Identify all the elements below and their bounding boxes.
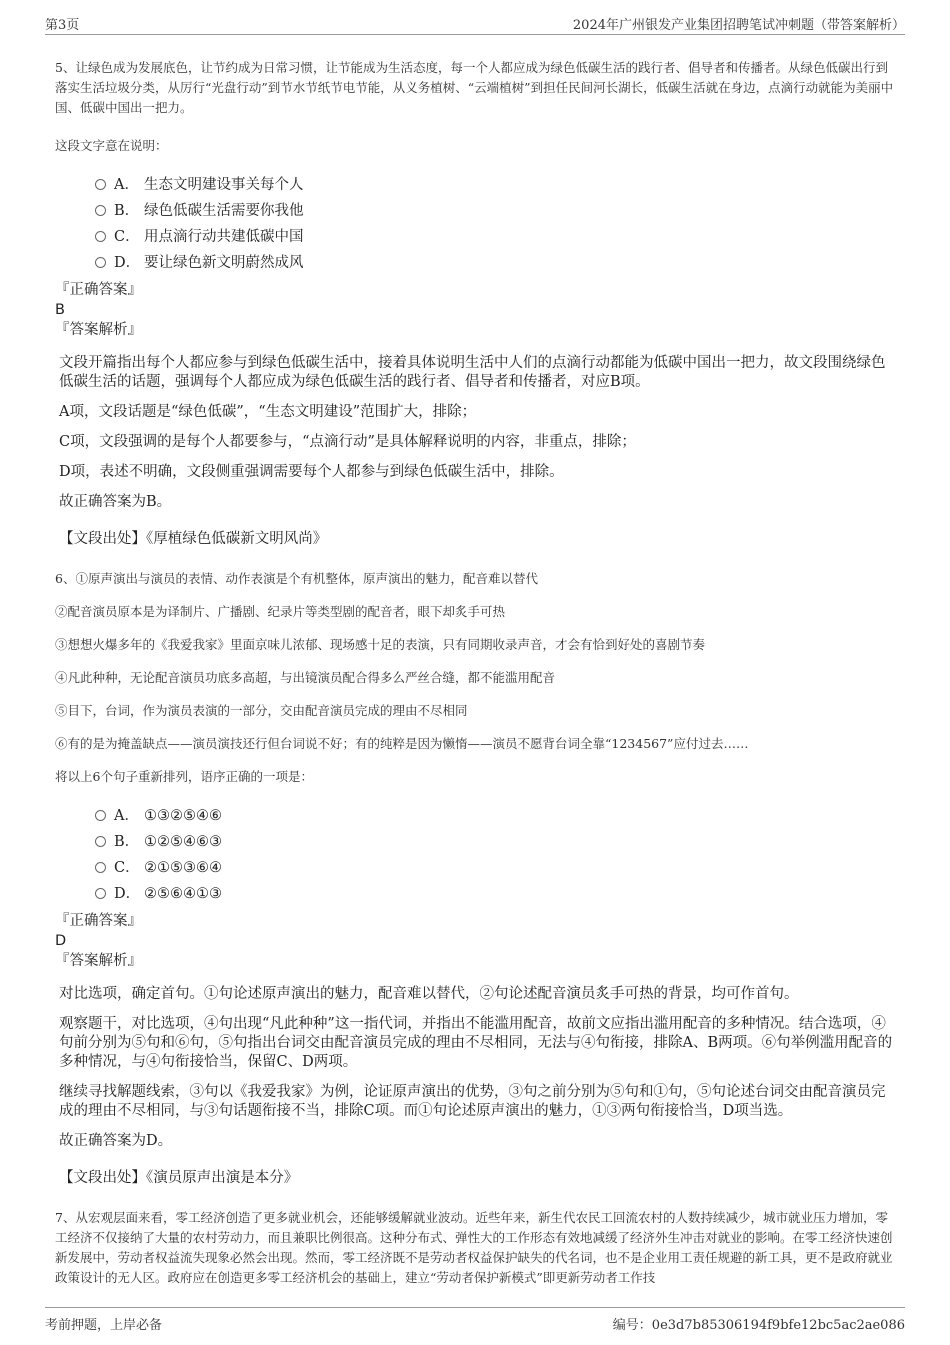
page-number: 第3页	[45, 18, 80, 33]
page-footer	[45, 1307, 905, 1336]
option-text: 绿色低碳生活需要你我他	[144, 203, 304, 219]
question-5	[55, 58, 895, 549]
source-citation: 【文段出处】《演员原声出演是本分》	[59, 1170, 299, 1186]
option-d[interactable]	[95, 250, 895, 276]
option-a[interactable]	[95, 172, 895, 198]
analysis-label: 『答案解析』	[55, 953, 142, 969]
option-text: ①③②⑤④⑥	[144, 808, 222, 824]
option-letter: C．	[114, 860, 140, 876]
option-b[interactable]	[95, 829, 895, 855]
analysis-label: 『答案解析』	[55, 322, 142, 338]
correct-answer: B	[55, 302, 65, 318]
radio-icon[interactable]	[95, 231, 106, 242]
analysis-paragraph: A项，文段话题是“绿色低碳”，“生态文明建设”范围扩大，排除；	[59, 404, 477, 420]
answer-label: 『正确答案』	[55, 913, 142, 929]
radio-icon[interactable]	[95, 810, 106, 821]
question-5-stem: 5、让绿色成为发展底色，让节约成为日常习惯，让节能成为生活态度，每一个人都应成为绿色低碳生活的践行者、倡导者和传播者。从绿色低碳出行到落实生活垃圾分类，从厉行“光盘行动”到节水节纸节电节能，从义务植树、“云端植树”到担任民间河长湖长，低碳生活就在身边，点滴行动就能为美丽中国、低碳中国出一把力。	[55, 60, 894, 115]
question-6-prompt: 将以上6个句子重新排列，语序正确的一项是：	[55, 769, 313, 784]
option-letter: C．	[114, 229, 140, 245]
radio-icon[interactable]	[95, 888, 106, 899]
option-text: ①②⑤④⑥③	[144, 834, 222, 850]
analysis-paragraph: 观察题干，对比选项，④句出现“凡此种种”这一指代词，并指出不能滥用配音，故前文应指出滥用配音的多种情况。结合选项，④句前分别为⑤句和⑥句，⑤句指出台词交由配音演员完成的理由不尽相同，无法与④句衔接，排除A、B两项。⑥句举例滥用配音的多种情况，与④句衔接恰当，保留C、D两项。	[59, 1016, 893, 1070]
answer-label: 『正确答案』	[55, 282, 142, 298]
option-text: ②⑤⑥④①③	[144, 886, 222, 902]
option-letter: D．	[114, 886, 141, 902]
option-text: 要让绿色新文明蔚然成风	[144, 255, 304, 271]
option-c[interactable]	[95, 224, 895, 250]
radio-icon[interactable]	[95, 205, 106, 216]
question-5-prompt: 这段文字意在说明：	[55, 138, 168, 153]
page-header	[45, 14, 905, 35]
analysis-paragraph: 对比选项，确定首句。①句论述原声演出的魅力，配音难以替代，②句论述配音演员炙手可热的背景，均可作首句。	[59, 986, 799, 1002]
question-7-stem: 7、从宏观层面来看，零工经济创造了更多就业机会，还能够缓解就业波动。近些年来，新生代农民工回流农村的人数持续减少，城市就业压力增加，零工经济不仅接纳了大量的农村劳动力，而且兼职比例很高。这种分布式、弹性大的工作形态有效地减缓了经济外生冲击对就业的影响。在零工经济快速创新发展中，劳动者权益流失现象必然会出现。然而，零工经济既不是劳动者权益保护缺失的代名词，也不是企业用工责任规避的新工具，更不是政府就业政策设计的无人区。政府应在创造更多零工经济机会的基础上，建立“劳动者保护新模式”即更新劳动者工作技	[55, 1210, 893, 1285]
option-letter: A．	[114, 808, 139, 824]
sentence-item: ⑤目下，台词，作为演员表演的一部分，交由配音演员完成的理由不尽相同	[55, 703, 468, 718]
main-content	[55, 58, 895, 1306]
question-6-options	[95, 803, 895, 907]
document-title: 2024年广州银发产业集团招聘笔试冲刺题（带答案解析）	[572, 18, 905, 33]
option-letter: D．	[114, 255, 141, 271]
option-letter: B．	[114, 203, 140, 219]
question-6	[55, 569, 895, 1188]
question-5-options	[95, 172, 895, 276]
option-letter: A．	[114, 177, 139, 193]
analysis-paragraph: 文段开篇指出每个人都应参与到绿色低碳生活中，接着具体说明生活中人们的点滴行动都能为低碳中国出一把力，故文段围绕绿色低碳生活的话题，强调每个人都应成为绿色低碳生活的践行者、倡导者和传播者，对应B项。	[59, 355, 886, 390]
question-7	[55, 1208, 895, 1288]
option-text: ②①⑤③⑥④	[144, 860, 222, 876]
option-text: 用点滴行动共建低碳中国	[144, 229, 304, 245]
source-citation: 【文段出处】《厚植绿色低碳新文明风尚》	[59, 531, 328, 547]
sentence-item: ③想想火爆多年的《我爱我家》里面京味儿浓郁、现场感十足的表演，只有同期收录声音，才会有恰到好处的喜剧节奏	[55, 637, 706, 652]
document-id: 编号：0e3d7b85306194f9bfe12bc5ac2ae086	[612, 1318, 905, 1333]
option-a[interactable]	[95, 803, 895, 829]
analysis-paragraph: 故正确答案为B。	[59, 494, 172, 510]
radio-icon[interactable]	[95, 179, 106, 190]
correct-answer: D	[55, 933, 67, 949]
radio-icon[interactable]	[95, 836, 106, 847]
footer-slogan: 考前押题，上岸必备	[45, 1318, 163, 1333]
sentence-item: ②配音演员原本是为译制片、广播剧、纪录片等类型剧的配音者，眼下却炙手可热	[55, 604, 506, 619]
analysis-paragraph: D项，表述不明确，文段侧重强调需要每个人都参与到绿色低碳生活中，排除。	[59, 464, 564, 480]
sentence-item: 6、①原声演出与演员的表情、动作表演是个有机整体，原声演出的魅力，配音难以替代	[55, 571, 538, 586]
sentence-item: ⑥有的是为掩盖缺点——演员演技还行但台词说不好；有的纯粹是因为懒惰——演员不愿背台词全靠“1234567”应付过去……	[55, 736, 749, 751]
analysis-paragraph: C项，文段强调的是每个人都要参与，“点滴行动”是具体解释说明的内容，非重点，排除；	[59, 434, 636, 450]
option-letter: B．	[114, 834, 140, 850]
radio-icon[interactable]	[95, 257, 106, 268]
option-text: 生态文明建设事关每个人	[144, 177, 304, 193]
sentence-item: ④凡此种种，无论配音演员功底多高超，与出镜演员配合得多么严丝合缝，都不能滥用配音	[55, 670, 556, 685]
option-c[interactable]	[95, 855, 895, 881]
analysis-paragraph: 继续寻找解题线索，③句以《我爱我家》为例，论证原声演出的优势，③句之前分别为⑤句和①句，⑤句论述台词交由配音演员完成的理由不尽相同，与③句话题衔接不当，排除C项。而①句论述原声演出的魅力，①③两句衔接恰当，D项当选。	[59, 1084, 886, 1119]
option-d[interactable]	[95, 881, 895, 907]
analysis-paragraph: 故正确答案为D。	[59, 1133, 173, 1149]
option-b[interactable]	[95, 198, 895, 224]
radio-icon[interactable]	[95, 862, 106, 873]
